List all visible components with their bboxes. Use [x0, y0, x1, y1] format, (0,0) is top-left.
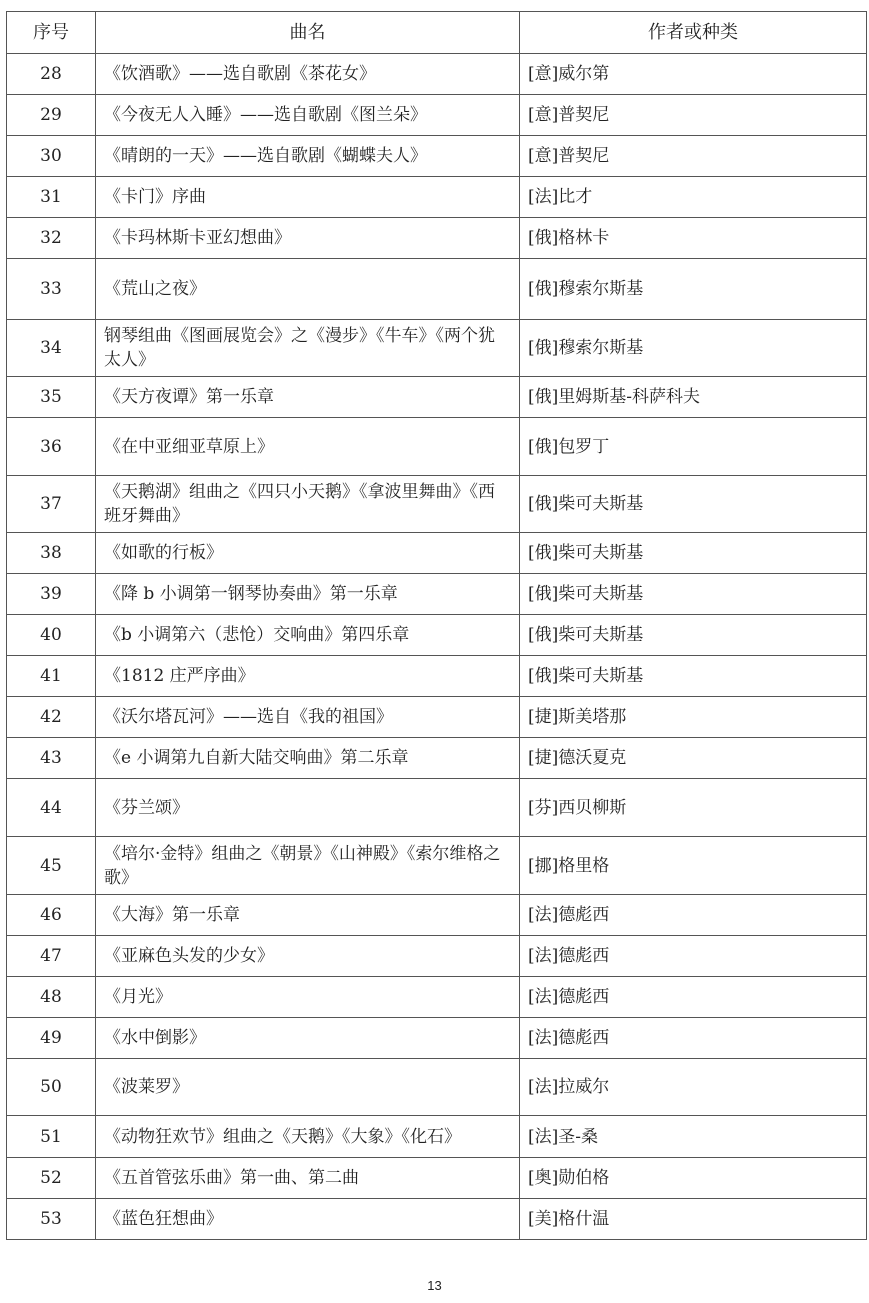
serial-number-cell: 53 [7, 1199, 96, 1240]
table-body [7, 54, 867, 1240]
header-author-or-type: 作者或种类 [520, 12, 867, 54]
table-row [7, 320, 867, 377]
serial-number-cell: 49 [7, 1018, 96, 1059]
author-cell: [意]普契尼 [520, 136, 867, 177]
author-cell: [奥]勋伯格 [520, 1158, 867, 1199]
author-cell: [俄]格林卡 [520, 218, 867, 259]
piece-title-cell: 《1812 庄严序曲》 [96, 656, 520, 697]
table-row [7, 738, 867, 779]
serial-number-cell: 28 [7, 54, 96, 95]
table-row [7, 936, 867, 977]
table-row [7, 54, 867, 95]
piece-title-cell: 《卡门》序曲 [96, 177, 520, 218]
author-cell: [美]格什温 [520, 1199, 867, 1240]
piece-title-cell: 《水中倒影》 [96, 1018, 520, 1059]
author-cell: [捷]斯美塔那 [520, 697, 867, 738]
author-cell: [法]德彪西 [520, 936, 867, 977]
piece-title-cell: 《晴朗的一天》——选自歌剧《蝴蝶夫人》 [96, 136, 520, 177]
serial-number-cell: 41 [7, 656, 96, 697]
table-row [7, 697, 867, 738]
author-cell: [法]比才 [520, 177, 867, 218]
table-row [7, 533, 867, 574]
author-cell: [法]拉威尔 [520, 1059, 867, 1116]
piece-title-cell: 《今夜无人入睡》——选自歌剧《图兰朵》 [96, 95, 520, 136]
table-row [7, 779, 867, 837]
table-row [7, 1059, 867, 1116]
table-row [7, 1116, 867, 1158]
piece-title-cell: 《月光》 [96, 977, 520, 1018]
author-cell: [俄]柴可夫斯基 [520, 615, 867, 656]
author-cell: [俄]柴可夫斯基 [520, 574, 867, 615]
serial-number-cell: 29 [7, 95, 96, 136]
serial-number-cell: 30 [7, 136, 96, 177]
piece-title-cell: 《b 小调第六（悲怆）交响曲》第四乐章 [96, 615, 520, 656]
serial-number-cell: 50 [7, 1059, 96, 1116]
serial-number-cell: 34 [7, 320, 96, 377]
table-row [7, 837, 867, 895]
piece-title-cell: 《蓝色狂想曲》 [96, 1199, 520, 1240]
piece-title-cell: 《e 小调第九自新大陆交响曲》第二乐章 [96, 738, 520, 779]
serial-number-cell: 33 [7, 259, 96, 320]
author-cell: [挪]格里格 [520, 837, 867, 895]
serial-number-cell: 47 [7, 936, 96, 977]
table-row [7, 656, 867, 697]
table-row [7, 177, 867, 218]
table-row [7, 1158, 867, 1199]
author-cell: [法]德彪西 [520, 977, 867, 1018]
piece-title-cell: 钢琴组曲《图画展览会》之《漫步》《牛车》《两个犹太人》 [96, 320, 520, 377]
piece-title-cell: 《动物狂欢节》组曲之《天鹅》《大象》《化石》 [96, 1116, 520, 1158]
author-cell: [捷]德沃夏克 [520, 738, 867, 779]
piece-title-cell: 《卡玛林斯卡亚幻想曲》 [96, 218, 520, 259]
author-cell: [意]普契尼 [520, 95, 867, 136]
serial-number-cell: 35 [7, 377, 96, 418]
serial-number-cell: 43 [7, 738, 96, 779]
serial-number-cell: 45 [7, 837, 96, 895]
piece-title-cell: 《芬兰颂》 [96, 779, 520, 837]
author-cell: [意]威尔第 [520, 54, 867, 95]
table-row [7, 574, 867, 615]
piece-title-cell: 《饮酒歌》——选自歌剧《茶花女》 [96, 54, 520, 95]
table-row [7, 218, 867, 259]
page-number: 13 [427, 1278, 442, 1293]
piece-title-cell: 《五首管弦乐曲》第一曲、第二曲 [96, 1158, 520, 1199]
piece-title-cell: 《降 b 小调第一钢琴协奏曲》第一乐章 [96, 574, 520, 615]
piece-title-cell: 《波莱罗》 [96, 1059, 520, 1116]
piece-title-cell: 《培尔·金特》组曲之《朝景》《山神殿》《索尔维格之歌》 [96, 837, 520, 895]
piece-title-cell: 《荒山之夜》 [96, 259, 520, 320]
serial-number-cell: 40 [7, 615, 96, 656]
serial-number-cell: 38 [7, 533, 96, 574]
table-row [7, 418, 867, 476]
piece-title-cell: 《沃尔塔瓦河》——选自《我的祖国》 [96, 697, 520, 738]
serial-number-cell: 32 [7, 218, 96, 259]
serial-number-cell: 52 [7, 1158, 96, 1199]
serial-number-cell: 31 [7, 177, 96, 218]
table-row [7, 1199, 867, 1240]
serial-number-cell: 42 [7, 697, 96, 738]
author-cell: [俄]穆索尔斯基 [520, 320, 867, 377]
serial-number-cell: 44 [7, 779, 96, 837]
piece-title-cell: 《天鹅湖》组曲之《四只小天鹅》《拿波里舞曲》《西班牙舞曲》 [96, 476, 520, 533]
music-list-table [6, 11, 867, 1240]
author-cell: [法]德彪西 [520, 895, 867, 936]
serial-number-cell: 46 [7, 895, 96, 936]
table-row [7, 95, 867, 136]
piece-title-cell: 《如歌的行板》 [96, 533, 520, 574]
header-serial-number: 序号 [7, 12, 96, 54]
table-row [7, 977, 867, 1018]
table-row [7, 259, 867, 320]
table-header-row [7, 12, 867, 54]
author-cell: [法]德彪西 [520, 1018, 867, 1059]
author-cell: [俄]柴可夫斯基 [520, 533, 867, 574]
author-cell: [法]圣-桑 [520, 1116, 867, 1158]
table-row [7, 136, 867, 177]
table-row [7, 1018, 867, 1059]
piece-title-cell: 《在中亚细亚草原上》 [96, 418, 520, 476]
author-cell: [俄]包罗丁 [520, 418, 867, 476]
table-row [7, 615, 867, 656]
table-row [7, 476, 867, 533]
header-piece-title: 曲名 [96, 12, 520, 54]
piece-title-cell: 《大海》第一乐章 [96, 895, 520, 936]
author-cell: [俄]柴可夫斯基 [520, 476, 867, 533]
author-cell: [俄]里姆斯基-科萨科夫 [520, 377, 867, 418]
author-cell: [俄]柴可夫斯基 [520, 656, 867, 697]
serial-number-cell: 36 [7, 418, 96, 476]
table-row [7, 377, 867, 418]
serial-number-cell: 39 [7, 574, 96, 615]
serial-number-cell: 51 [7, 1116, 96, 1158]
piece-title-cell: 《天方夜谭》第一乐章 [96, 377, 520, 418]
author-cell: [芬]西贝柳斯 [520, 779, 867, 837]
serial-number-cell: 48 [7, 977, 96, 1018]
serial-number-cell: 37 [7, 476, 96, 533]
author-cell: [俄]穆索尔斯基 [520, 259, 867, 320]
piece-title-cell: 《亚麻色头发的少女》 [96, 936, 520, 977]
table-row [7, 895, 867, 936]
